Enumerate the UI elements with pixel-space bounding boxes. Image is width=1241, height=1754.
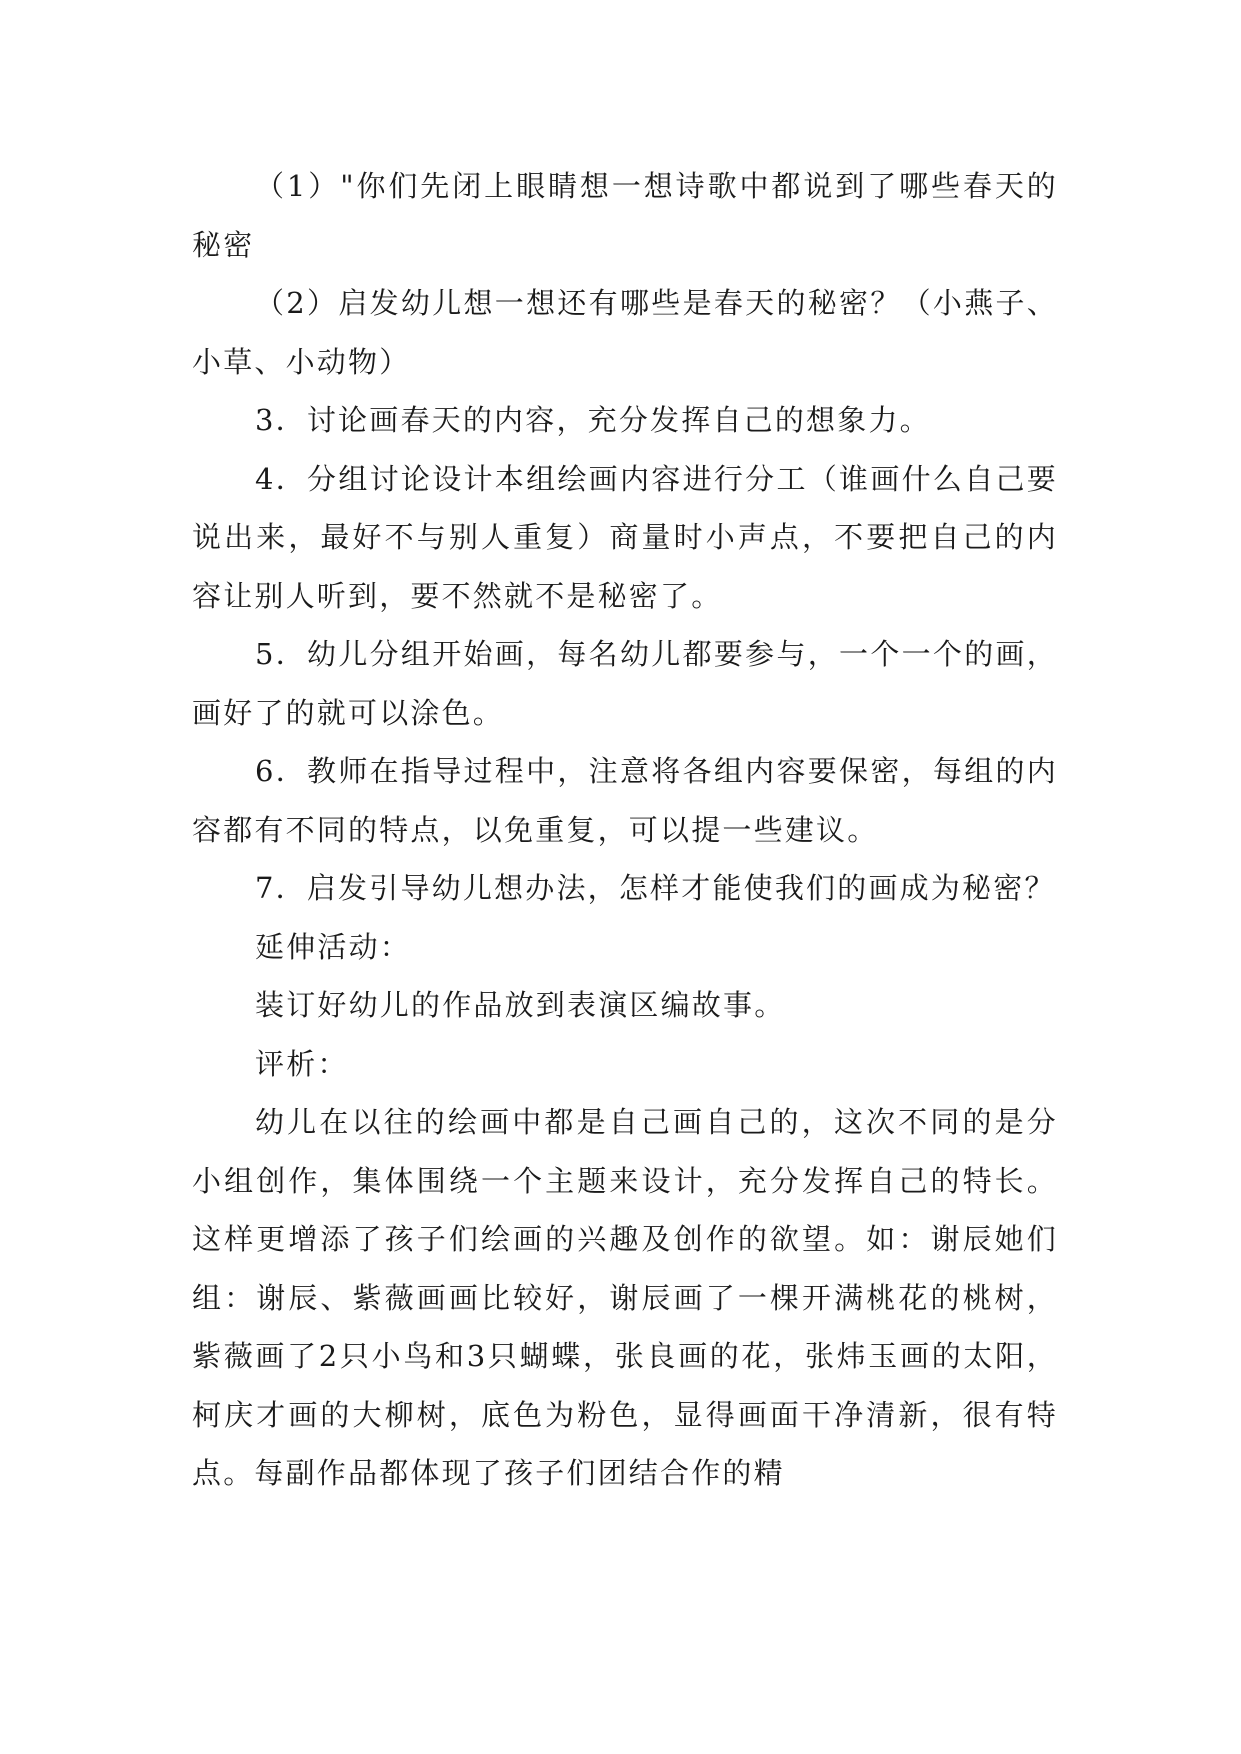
extension-activity-heading: 延伸活动： bbox=[255, 929, 412, 964]
paragraph-6: 6．教师在指导过程中，注意将各组内容要保密，每组的内容都有不同的特点，以免重复，可以提一些建议。 bbox=[192, 754, 1058, 847]
paragraph-1: （1）"你们先闭上眼睛想一想诗歌中都说到了哪些春天的秘密 bbox=[192, 169, 1058, 262]
paragraph-2: （2）启发幼儿想一想还有哪些是春天的秘密？（小燕子、小草、小动物） bbox=[192, 286, 1058, 379]
paragraph-4: 4．分组讨论设计本组绘画内容进行分工（谁画什么自己要说出来，最好不与别人重复）商量时小声点，不要把自己的内容让别人听到，要不然就不是秘密了。 bbox=[192, 461, 1058, 613]
paragraph-5: 5．幼儿分组开始画，每名幼儿都要参与，一个一个的画，画好了的就可以涂色。 bbox=[192, 637, 1058, 730]
analysis-heading: 评析： bbox=[255, 1046, 349, 1081]
paragraph-3: 3．讨论画春天的内容，充分发挥自己的想象力。 bbox=[255, 403, 931, 437]
document-body bbox=[192, 157, 1058, 1503]
paragraph-7: 7．启发引导幼儿想办法，怎样才能使我们的画成为秘密？ bbox=[255, 871, 1056, 905]
extension-activity-text: 装订好幼儿的作品放到表演区编故事。 bbox=[255, 988, 786, 1022]
analysis-text: 幼儿在以往的绘画中都是自己画自己的，这次不同的是分小组创作，集体围绕一个主题来设计，充分发挥自己的特长。这样更增添了孩子们绘画的兴趣及创作的欲望。如：谢辰她们组：谢辰、紫薇画画比较好，谢辰画了一棵开满桃花的桃树，紫薇画了2只小鸟和3只蝴蝶，张良画的花，张炜玉画的太阳，柯庆才画的大柳树，底色为粉色，显得画面干净清新，很有特点。每副作品都体现了孩子们团结合作的精 bbox=[192, 1105, 1058, 1490]
